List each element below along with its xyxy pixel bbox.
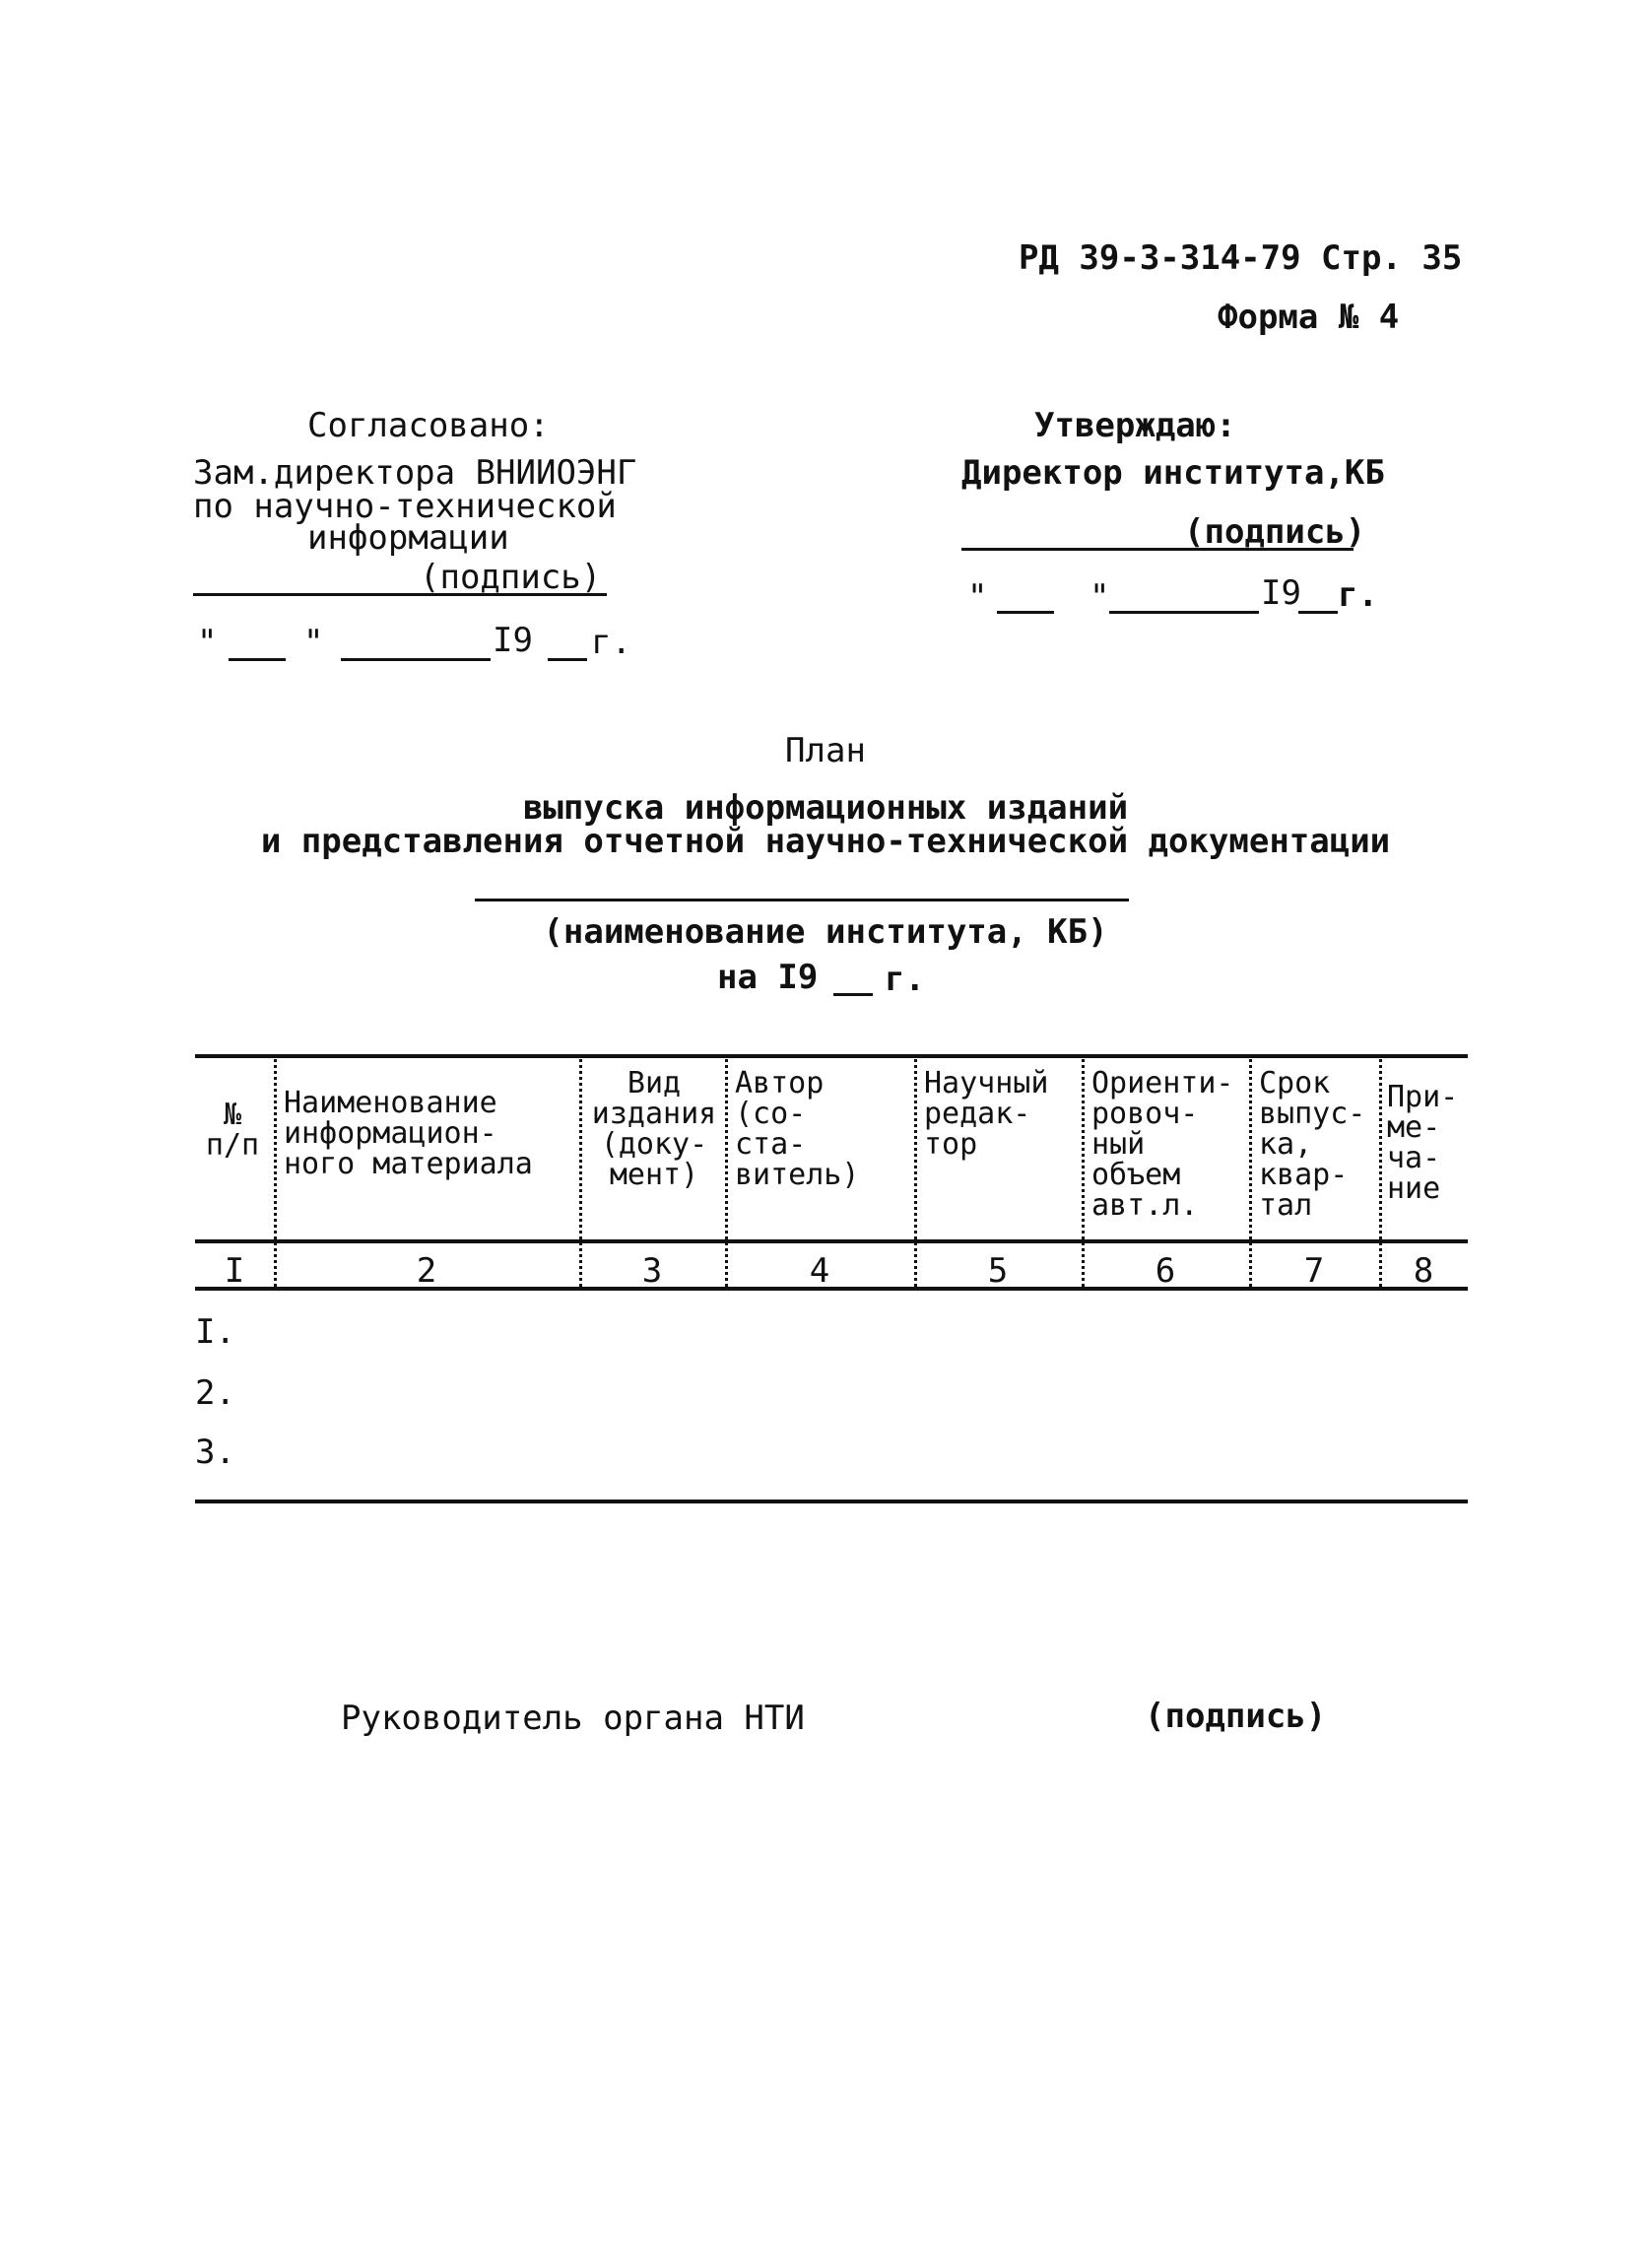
table-header-rule <box>195 1239 1468 1243</box>
column-number: 7 <box>1303 1251 1325 1291</box>
agreed-year-blank <box>548 658 587 661</box>
head-signature-caption: (подпись) <box>1145 1697 1327 1736</box>
column-number: 3 <box>641 1251 663 1291</box>
plan-title: План <box>785 731 866 770</box>
column-number: I <box>224 1251 245 1291</box>
column-header-number: № п/п <box>205 1098 260 1163</box>
table-row: I. <box>195 1312 235 1352</box>
head-of-nti-label: Руководитель органа НТИ <box>341 1699 805 1738</box>
plan-subtitle-2: и представления отчетной научно-технической документации <box>260 822 1391 861</box>
approved-year: I9 <box>1261 573 1301 613</box>
form-number: Форма № 4 <box>1218 298 1400 337</box>
table-top-rule <box>195 1054 1468 1058</box>
institute-name-line <box>475 899 1129 901</box>
column-number: 6 <box>1155 1251 1176 1291</box>
column-number: 2 <box>416 1251 437 1291</box>
document-reference: РД 39-3-314-79 Стр. 35 <box>1019 238 1463 278</box>
column-header-release-term: Срок выпус- ка, квар- тал <box>1259 1066 1366 1223</box>
agreed-date-quote-close: " <box>303 623 324 662</box>
column-header-scientific-editor: Научный редак- тор <box>924 1066 1049 1162</box>
agreed-year-suffix: г. <box>591 623 631 662</box>
column-number: 8 <box>1413 1251 1434 1291</box>
approved-signature-caption: (подпись) <box>1184 512 1366 552</box>
plan-table <box>195 1054 1468 1515</box>
column-number: 5 <box>987 1251 1009 1291</box>
approved-month-blank <box>1109 611 1259 614</box>
column-header-publication-type: Вид издания (доку- мент) <box>591 1066 717 1192</box>
agreed-day-blank <box>229 658 286 661</box>
table-row: 3. <box>195 1433 235 1472</box>
agreed-signature-caption: (подпись) <box>420 558 602 597</box>
agreed-line-3: информации <box>307 518 509 558</box>
agreed-date-quote-open: " <box>197 623 218 662</box>
plan-year-suffix: г. <box>885 960 925 999</box>
column-header-author: Автор (со- ста- витель) <box>735 1066 860 1192</box>
approved-date-quote-close: " <box>1090 577 1110 617</box>
approved-line-1: Директор института,КБ <box>961 453 1385 493</box>
table-bottom-rule <box>195 1500 1468 1503</box>
column-number: 4 <box>809 1251 830 1291</box>
table-row: 2. <box>195 1373 235 1413</box>
column-header-notes: При- ме- ча- ние <box>1387 1080 1459 1206</box>
agreed-title: Согласовано: <box>307 406 550 445</box>
approved-year-suffix: г. <box>1338 575 1378 615</box>
plan-year-prefix: на I9 <box>717 958 819 997</box>
institute-name-caption: (наименование института, КБ) <box>543 912 1108 952</box>
approved-date-quote-open: " <box>967 577 988 617</box>
approved-year-blank <box>1298 611 1338 614</box>
plan-subtitle-1: выпуска информационных изданий <box>522 788 1129 828</box>
approved-day-blank <box>997 611 1054 614</box>
column-header-volume: Ориенти- ровоч- ный объем авт.л. <box>1091 1066 1234 1223</box>
agreed-year: I9 <box>493 621 533 660</box>
plan-year-blank <box>833 993 873 996</box>
agreed-line-1: Зам.директора ВНИИОЭНГ <box>193 453 637 493</box>
approved-title: Утверждаю: <box>1034 406 1236 445</box>
agreed-month-blank <box>341 658 491 661</box>
column-header-material-name: Наименование информацион- ного материала <box>284 1086 533 1181</box>
agreed-line-2: по научно-технической <box>193 487 617 526</box>
